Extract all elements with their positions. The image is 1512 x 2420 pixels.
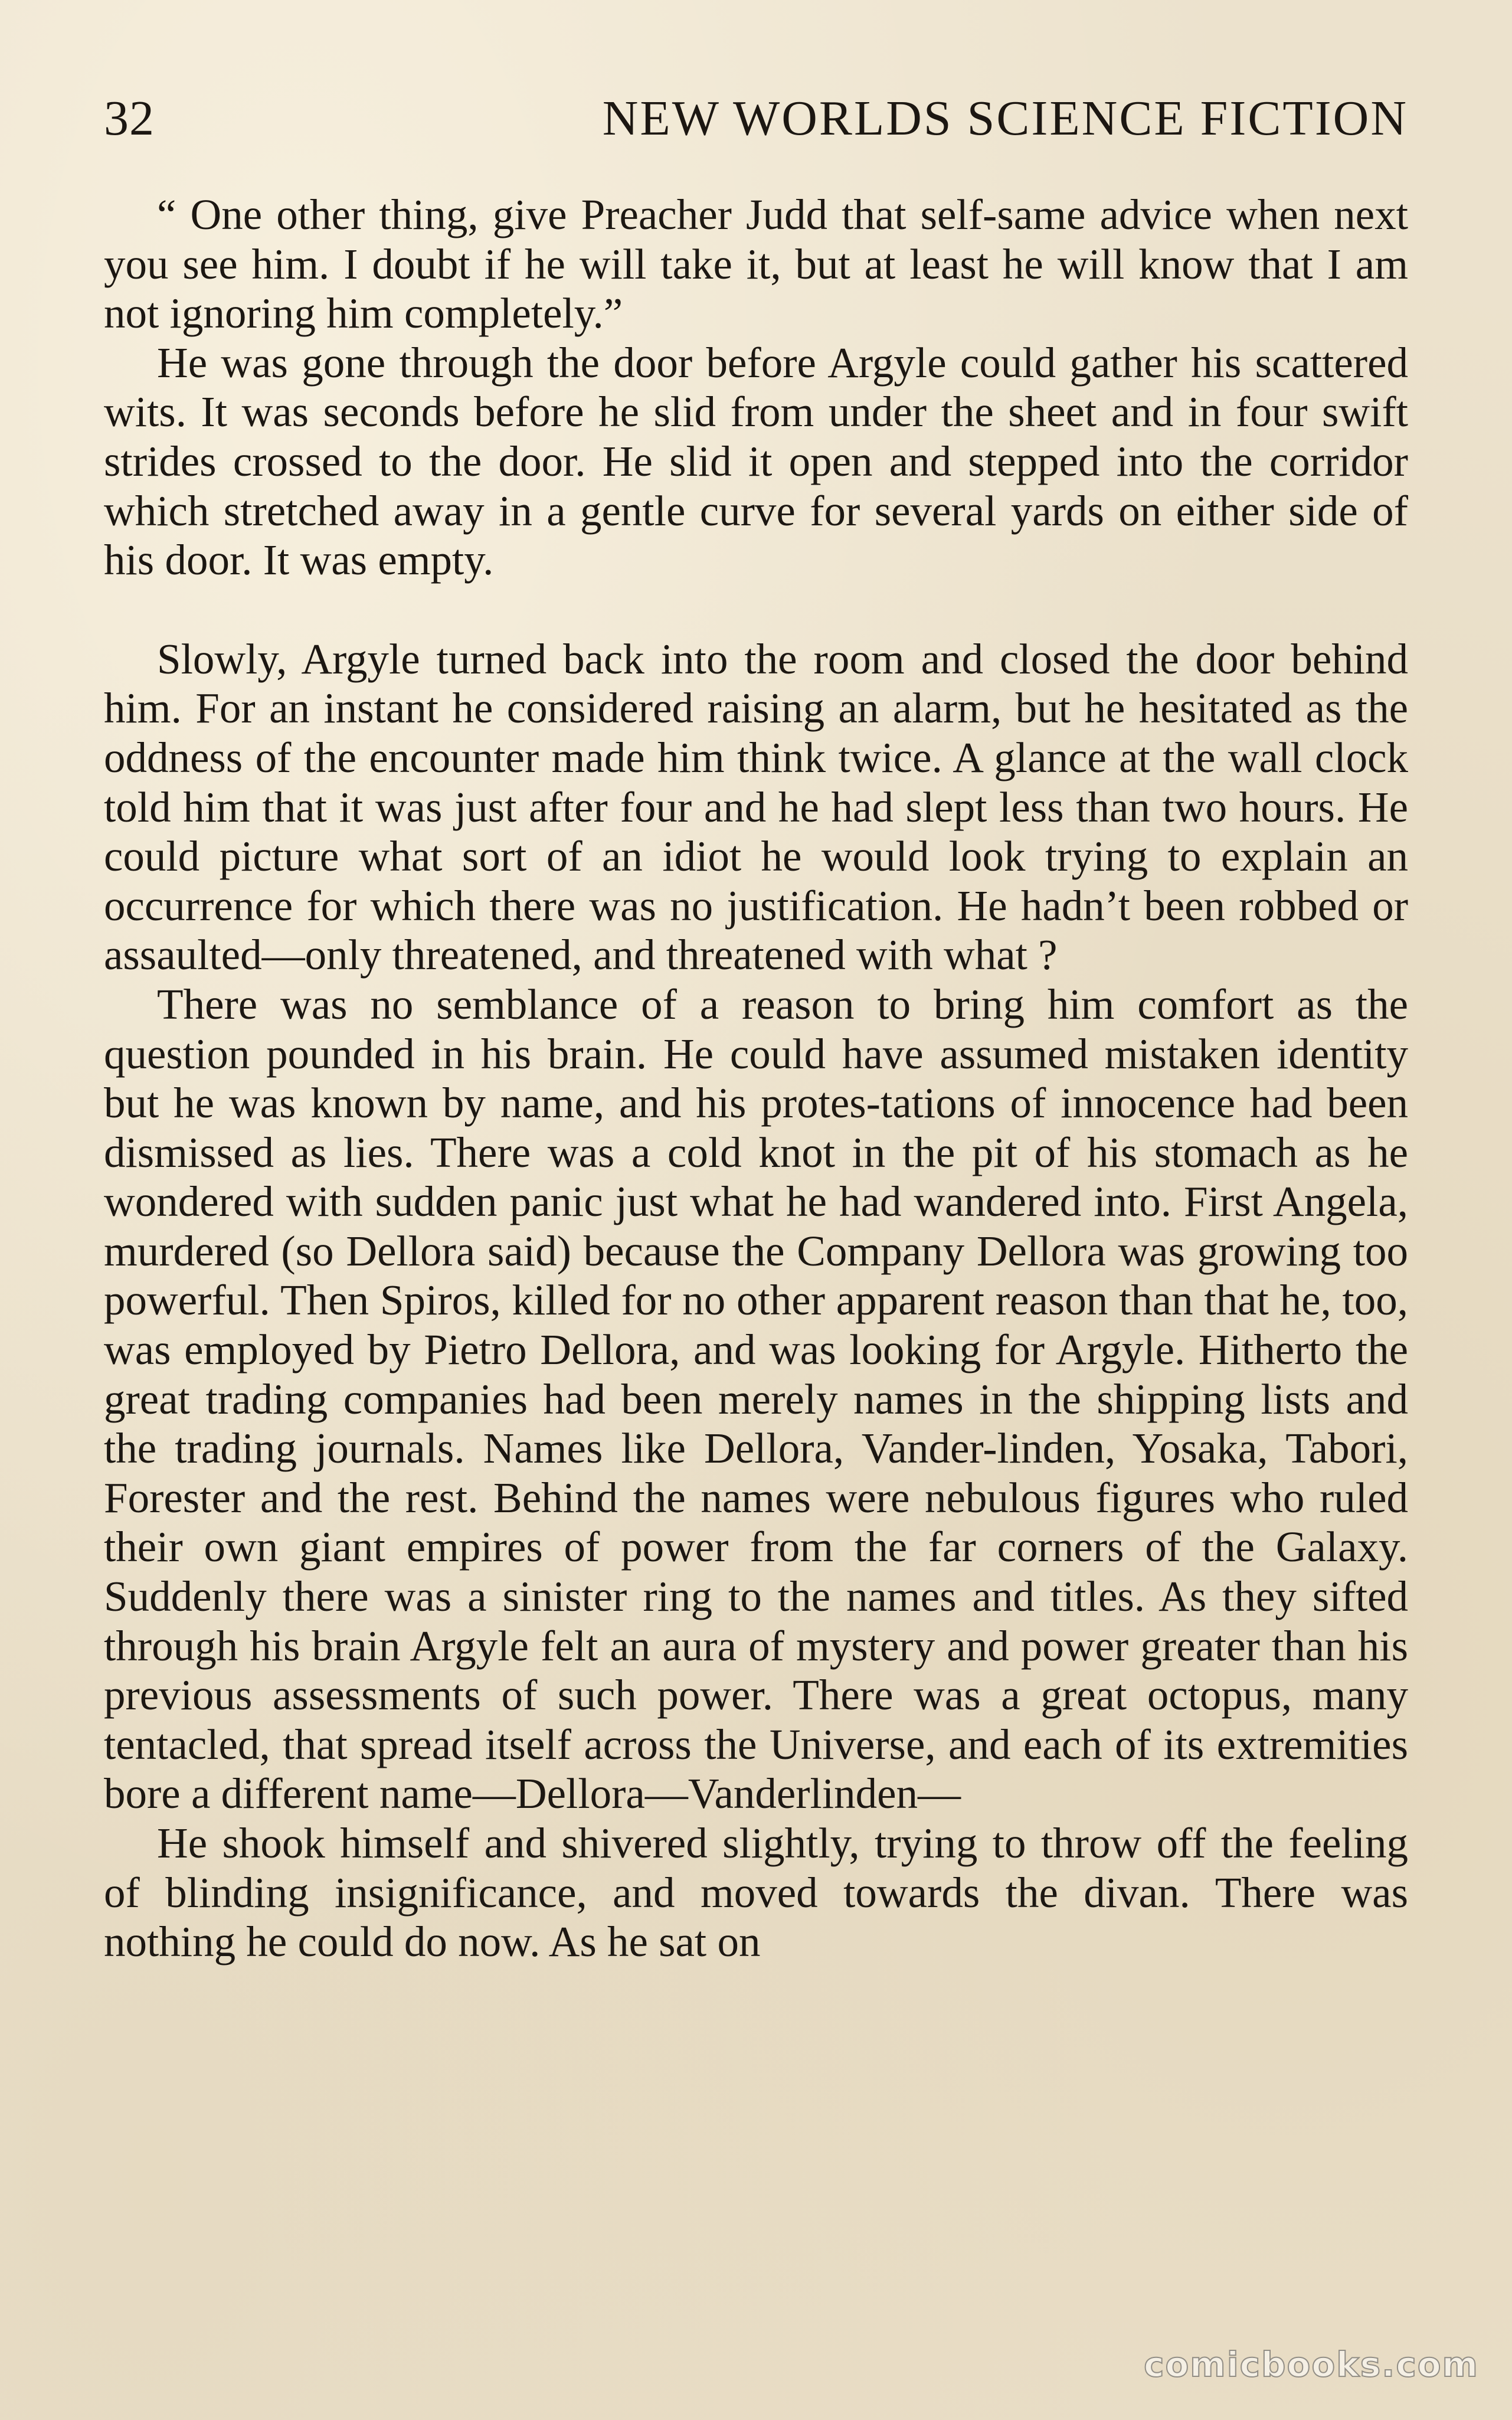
paragraph-5: He shook himself and shivered slightly, trying to throw off the feeling of blinding insignificance, and moved towards the divan. There was nothing he could do now. As he sat on bbox=[104, 1819, 1408, 1966]
running-head: NEW WORLDS SCIENCE FICTION bbox=[602, 91, 1408, 146]
paragraph-4: There was no semblance of a reason to bring him comfort as the question pounded in his brain. He could have assumed mistaken identity but he was known by name, and his protes-tations of innocence had been dismissed as lies. There was a cold knot in the pit of his stomach as he wondered with sudden panic just what he had wandered into. First Angela, murdered (so Dellora said) because the Company Dellora was growing too powerful. Then Spiros, killed for no other apparent reason than that he, too, was employed by Pietro Dellora, and was looking for Argyle. Hitherto the great trading companies had been merely names in the shipping lists and the trading journals. Names like Dellora, Vander-linden, Yosaka, Tabori, Forester and the rest. Behind the names were nebulous figures who ruled their own giant empires of power from the far corners of the Galaxy. Suddenly there was a sinister ring to the names and titles. As they sifted through his brain Argyle felt an aura of mystery and power greater than his previous assessments of such power. There was a great octopus, many tentacled, that spread itself across the Universe, and each of its extremities bore a different name—Dellora—Vanderlinden— bbox=[104, 980, 1408, 1818]
body-text bbox=[104, 190, 1408, 1967]
paragraph-3: Slowly, Argyle turned back into the room and closed the door behind him. For an instant he considered raising an alarm, but he hesitated as the oddness of the encounter made him think twice. A glance at the wall clock told him that it was just after four and he had slept less than two hours. He could picture what sort of an idiot he would look trying to explain an occurrence for which there was no justification. He hadn’t been robbed or assaulted—only threatened, and threatened with what ? bbox=[104, 635, 1408, 979]
paragraph-2: He was gone through the door before Argyle could gather his scattered wits. It was seconds before he slid from under the sheet and in four swift strides crossed to the door. He slid it open and stepped into the corridor which stretched away in a gentle curve for several yards on either side of his door. It was empty. bbox=[104, 338, 1408, 584]
watermark: comicbooks.com bbox=[1144, 2344, 1479, 2385]
paragraph-1: “ One other thing, give Preacher Judd that self-same advice when next you see him. I doubt if he will take it, but at least he will know that I am not ignoring him completely.” bbox=[104, 191, 1408, 338]
page-number: 32 bbox=[104, 91, 155, 146]
page-header bbox=[104, 90, 1408, 155]
